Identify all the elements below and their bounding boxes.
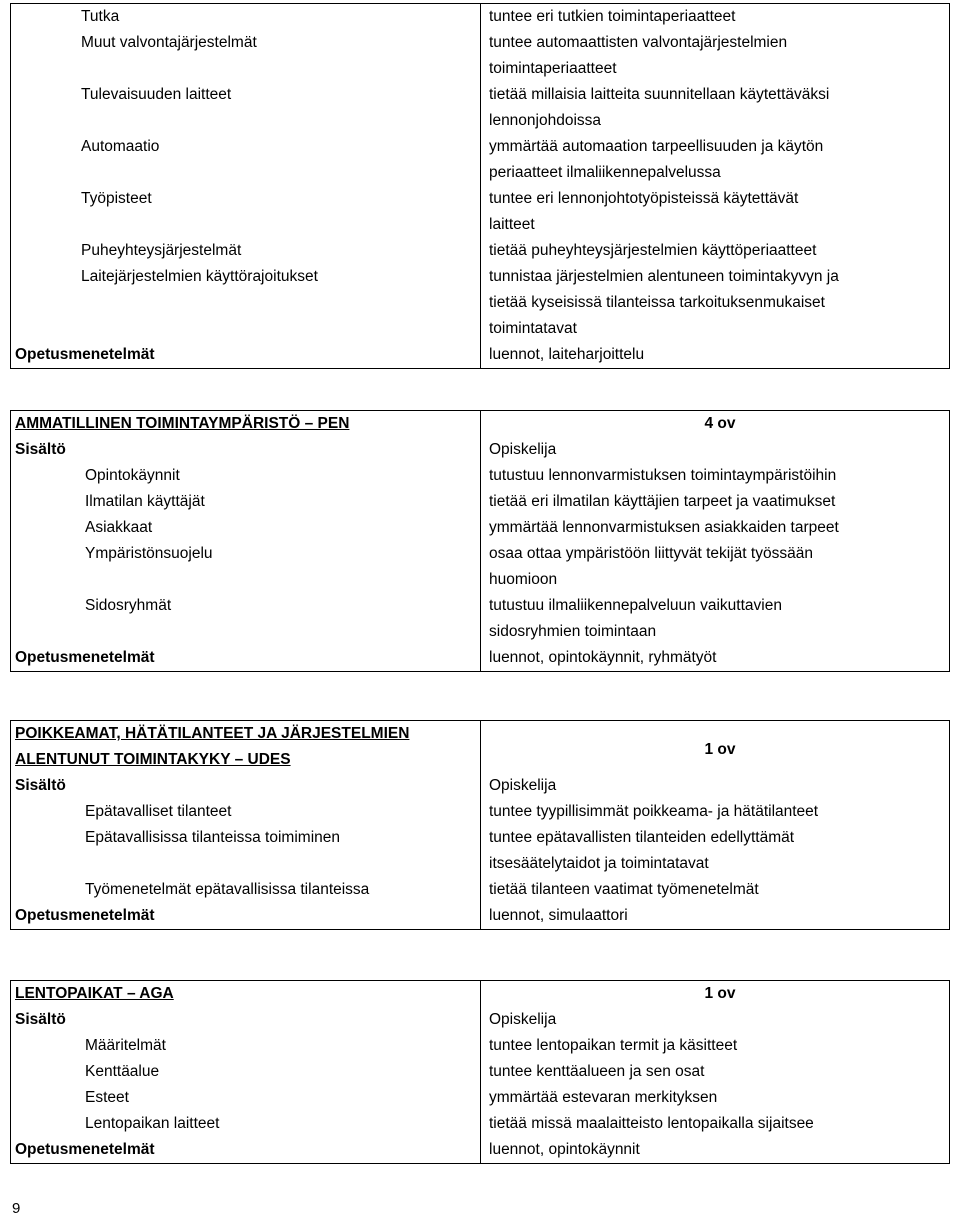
- content-label: Sisältö: [15, 777, 66, 794]
- topic-label: Työpisteet: [81, 190, 152, 207]
- topic-label: Laitejärjestelmien käyttörajoitukset: [81, 268, 318, 285]
- objective-text: periaatteet ilmaliikennepalvelussa: [489, 164, 721, 181]
- objective-text: ymmärtää estevaran merkityksen: [489, 1089, 718, 1106]
- methods-text: luennot, opintokäynnit: [489, 1141, 640, 1158]
- page-number: 9: [12, 1200, 21, 1217]
- module-left: [11, 981, 481, 1163]
- objective-text: tuntee kenttäalueen ja sen osat: [489, 1063, 705, 1080]
- objective-text: tietää tilanteen vaatimat työmenetelmät: [489, 881, 759, 898]
- top-table: [10, 3, 950, 369]
- objective-text: ymmärtää automaation tarpeellisuuden ja käytön: [489, 138, 824, 155]
- topic-label: Tulevaisuuden laitteet: [81, 86, 232, 103]
- methods-label: Opetusmenetelmät: [15, 907, 155, 924]
- student-label: Opiskelija: [489, 777, 557, 794]
- topic-label: Ilmatilan käyttäjät: [85, 493, 205, 510]
- module-table-udes: [10, 720, 950, 930]
- methods-text: luennot, opintokäynnit, ryhmätyöt: [489, 649, 717, 666]
- top-table-right: [481, 4, 951, 368]
- objective-text: tietää kyseisissä tilanteissa tarkoituksenmukaiset: [489, 294, 825, 311]
- objective-text: tunnistaa järjestelmien alentuneen toimintakyvyn ja: [489, 268, 839, 285]
- objective-text: tuntee tyypillisimmät poikkeama- ja hätätilanteet: [489, 803, 819, 820]
- objective-text: tuntee eri lennonjohtotyöpisteissä käytettävät: [489, 190, 799, 207]
- module-left: [11, 721, 481, 929]
- module-right: [481, 411, 951, 671]
- content-label: Sisältö: [15, 1011, 66, 1028]
- topic-label: Asiakkaat: [85, 519, 153, 536]
- credits: 1 ov: [704, 985, 736, 1002]
- methods-label: Opetusmenetelmät: [15, 346, 155, 363]
- module-right: [481, 981, 951, 1163]
- objective-text: huomioon: [489, 571, 558, 588]
- topic-label: Puheyhteysjärjestelmät: [81, 242, 242, 259]
- topic-label: Epätavallisissa tilanteissa toimiminen: [85, 829, 341, 846]
- objective-text: laitteet: [489, 216, 535, 233]
- module-title: AMMATILLINEN TOIMINTAYMPÄRISTÖ – PEN: [15, 415, 350, 432]
- credits: 1 ov: [704, 741, 736, 758]
- topic-label: Epätavalliset tilanteet: [85, 803, 232, 820]
- objective-text: tietää eri ilmatilan käyttäjien tarpeet ja vaatimukset: [489, 493, 836, 510]
- top-table-left: [11, 4, 481, 368]
- content-label: Sisältö: [15, 441, 66, 458]
- objective-text: tuntee lentopaikan termit ja käsitteet: [489, 1037, 738, 1054]
- topic-label: Työmenetelmät epätavallisissa tilanteissa: [85, 881, 370, 898]
- module-title: ALENTUNUT TOIMINTAKYKY – UDES: [15, 751, 291, 768]
- methods-label: Opetusmenetelmät: [15, 649, 155, 666]
- objective-text: toimintaperiaatteet: [489, 60, 617, 77]
- topic-label: Opintokäynnit: [85, 467, 180, 484]
- topic-label: Automaatio: [81, 138, 160, 155]
- topic-label: Tutka: [81, 8, 120, 25]
- objective-text: tuntee epätavallisten tilanteiden edellyttämät: [489, 829, 795, 846]
- objective-text: tietää millaisia laitteita suunnitellaan käytettäväksi: [489, 86, 830, 103]
- objective-text: toimintatavat: [489, 320, 577, 337]
- methods-text: luennot, laiteharjoittelu: [489, 346, 645, 363]
- topic-label: Ympäristönsuojelu: [85, 545, 213, 562]
- topic-label: Esteet: [85, 1089, 129, 1106]
- module-left: [11, 411, 481, 671]
- module-table-aga: [10, 980, 950, 1164]
- objective-text: tietää puheyhteysjärjestelmien käyttöperiaatteet: [489, 242, 817, 259]
- student-label: Opiskelija: [489, 1011, 557, 1028]
- objective-text: ymmärtää lennonvarmistuksen asiakkaiden tarpeet: [489, 519, 839, 536]
- module-table-pen: [10, 410, 950, 672]
- objective-text: tuntee eri tutkien toimintaperiaatteet: [489, 8, 736, 25]
- objective-text: itsesäätelytaidot ja toimintatavat: [489, 855, 709, 872]
- objective-text: lennonjohdoissa: [489, 112, 602, 129]
- module-title: POIKKEAMAT, HÄTÄTILANTEET JA JÄRJESTELMIEN: [15, 725, 410, 742]
- objective-text: tutustuu lennonvarmistuksen toimintaympäristöihin: [489, 467, 837, 484]
- topic-label: Muut valvontajärjestelmät: [81, 34, 257, 51]
- objective-text: tietää missä maalaitteisto lentopaikalla sijaitsee: [489, 1115, 814, 1132]
- topic-label: Lentopaikan laitteet: [85, 1115, 220, 1132]
- module-title: LENTOPAIKAT – AGA: [15, 985, 174, 1002]
- topic-label: Sidosryhmät: [85, 597, 172, 614]
- objective-text: tutustuu ilmaliikennepalveluun vaikuttavien: [489, 597, 782, 614]
- topic-label: Määritelmät: [85, 1037, 166, 1054]
- topic-label: Kenttäalue: [85, 1063, 160, 1080]
- methods-text: luennot, simulaattori: [489, 907, 628, 924]
- objective-text: sidosryhmien toimintaan: [489, 623, 657, 640]
- objective-text: tuntee automaattisten valvontajärjestelmien: [489, 34, 788, 51]
- methods-label: Opetusmenetelmät: [15, 1141, 155, 1158]
- module-right: [481, 721, 951, 929]
- objective-text: osaa ottaa ympäristöön liittyvät tekijät työssään: [489, 545, 813, 562]
- credits: 4 ov: [704, 415, 736, 432]
- student-label: Opiskelija: [489, 441, 557, 458]
